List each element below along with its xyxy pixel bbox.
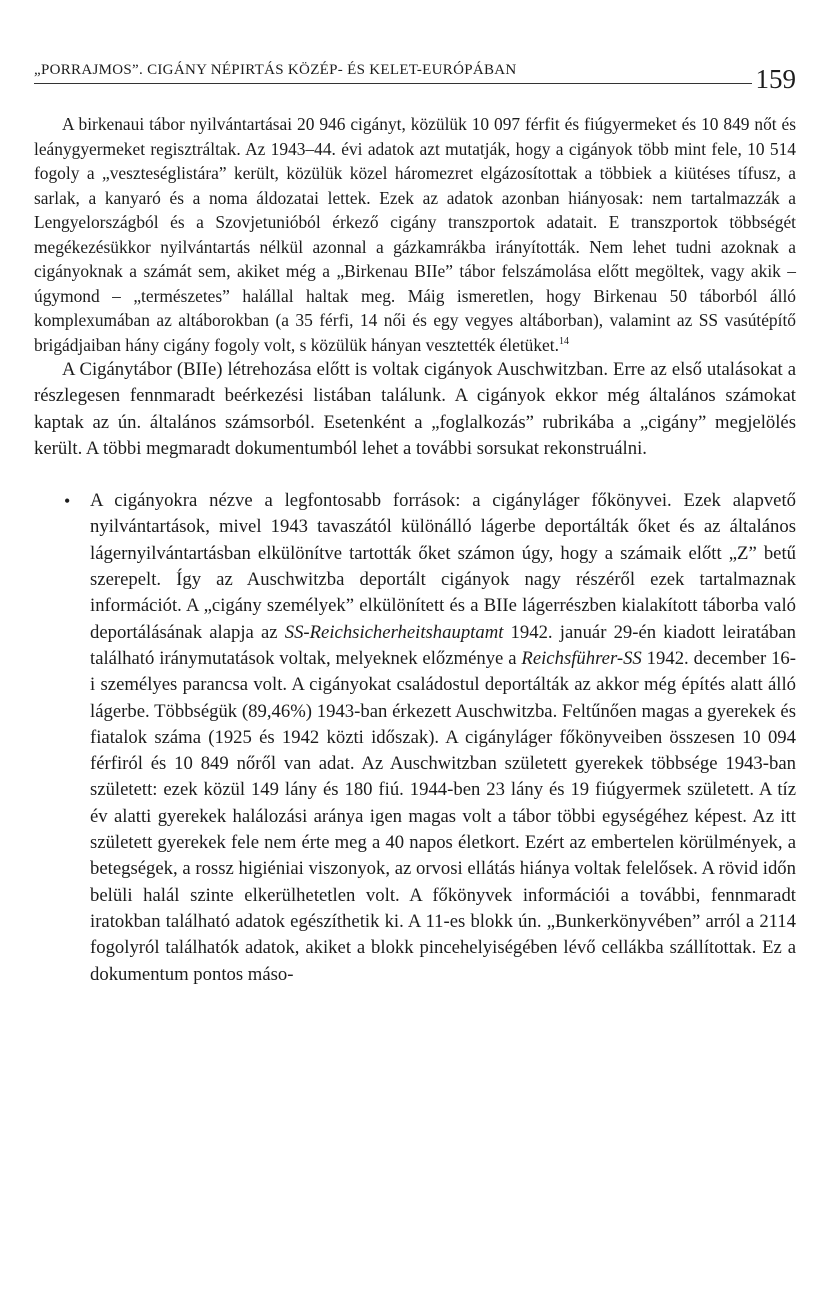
italic-term: Reichsführer-SS: [521, 647, 642, 669]
bullet-icon: •: [64, 491, 71, 512]
footnote-marker: 14: [558, 335, 569, 347]
bullet-text: A cigányokra nézve a legfontosabb források: a cigányláger főkönyvei. Ezek alapvető nyilvántartások, mivel 1943 tavaszától különálló lágerbe deportálták őket és az általános lágernyilvántartásban elkülönítve tartották őket számon úgy, hogy a számaik előtt „Z” betű szerepelt. Így az Auschwitzba deportált cigányok nagy részéről ezek tartalmaznak információt. A „cigány személyek” elkülönített és a BIIe lágerrészben kialakított táborba való deportálásának alapja az: [90, 490, 796, 643]
main-text: [34, 357, 796, 462]
running-header: [34, 52, 796, 100]
bullet-item: [34, 488, 796, 988]
paragraph: A Cigánytábor (BIIe) létrehozása előtt is voltak cigányok Auschwitzban. Erre az első utalásokat a részlegesen fennmaradt beérkezési listában találunk. A cigányok ekkor még általános számokat kaptak az ún. általános számsorból. Esetenként a „foglalkozás” rubrikába a „cigány” megjelölés került. A többi megmaradt dokumentumból lehet a további sorsukat rekonstruálni.: [34, 359, 796, 459]
paragraph-text: A birkenaui tábor nyilvántartásai 20 946 cigányt, közülük 10 097 férfit és fiúgyermeket és 10 849 nőt és leánygyermeket regisztráltak. Az 1943–44. évi adatok azt mutatják, hogy a cigányok több mint fele, 10 514 fogoly a „veszteséglistára” került, közülük közel háromezret elgázosítottak a többiek a kiütéses tífusz, a sarlak, a kanyaró és a noma áldozatai lettek. Ezek az adatok azonban hiányosak: nem tartalmazzák a Lengyelországból és a Szovjetunióból érkező cigány transzportok adatait. E transzportok többségét megékezésükkor nyilvántartás nélkül azonnal a gázkamrákba irányították. Nem lehet tudni azoknak a cigányoknak a számát sem, akiket még a „Birkenau BIIe” tábor felszámolása előtt megöltek, vagy akik – úgymond – „természetes” halállal haltak meg. Máig ismeretlen, hogy Birkenau 50 táborból álló komplexumában az altáborokban (a 35 férfi, 14 női és egy vegyes altáborban), valamint az SS vasútépítő brigádjaiban hány cigány fogoly volt, s közülük hányan vesztették életüket.: [34, 114, 796, 355]
bullet-text: 1942. január 29-én kiadott leiratában található iránymutatások voltak, melyeknek előzménye a: [90, 621, 796, 669]
page: [34, 52, 796, 988]
italic-term: SS-Reichsicherheitshauptamt: [284, 621, 504, 643]
intro-text: [34, 112, 796, 357]
paragraph: [34, 112, 796, 357]
header-rule: [34, 83, 752, 84]
page-number: 159: [755, 64, 796, 94]
running-title: „PORRAJMOS”. CIGÁNY NÉPIRTÁS KÖZÉP- ÉS KELET-EURÓPÁBAN: [34, 62, 517, 78]
bullet-text: 1942. december 16-i személyes parancsa volt. A cigányokat családostul deportálták az akkor még építés alatt álló lágerbe. Többségük (89,46%) 1943-ban érkezett Auschwitzba. Feltűnően magas a gyerekek és fiatalok száma (1925 és 1942 közti időszak). A cigányláger főkönyveiben összesen 10 094 férfiról és 10 849 nőről van adat. Az Auschwitzban született gyerekek többsége 1943-ban született: ezek közül 149 lány és 180 fiú. 1944-ben 23 lány és 19 fiúgyermek született. A tíz év alatti gyerekek halálozási aránya igen magas volt a tábor többi egységéhez képest. Az itt született gyerekek fele nem érte meg a 40 napos életkort. Ezért az embertelen körülmények, a betegségek, a rossz higiéniai viszonyok, az orvosi ellátás hiánya voltak felelősek. A rövid időn belüli halál szinte elkerülhetetlen volt. A főkönyvek információi a további, fennmaradt iratokban található adatok egészíthetik ki. A 11-es blokk ún. „Bunkerkönyvében” arról a 2114 fogolyról találhatók adatok, akiket a blokk pincehelyiségében lévő cellákba szállítottak. Ez a dokumentum pontos máso-: [90, 647, 796, 985]
